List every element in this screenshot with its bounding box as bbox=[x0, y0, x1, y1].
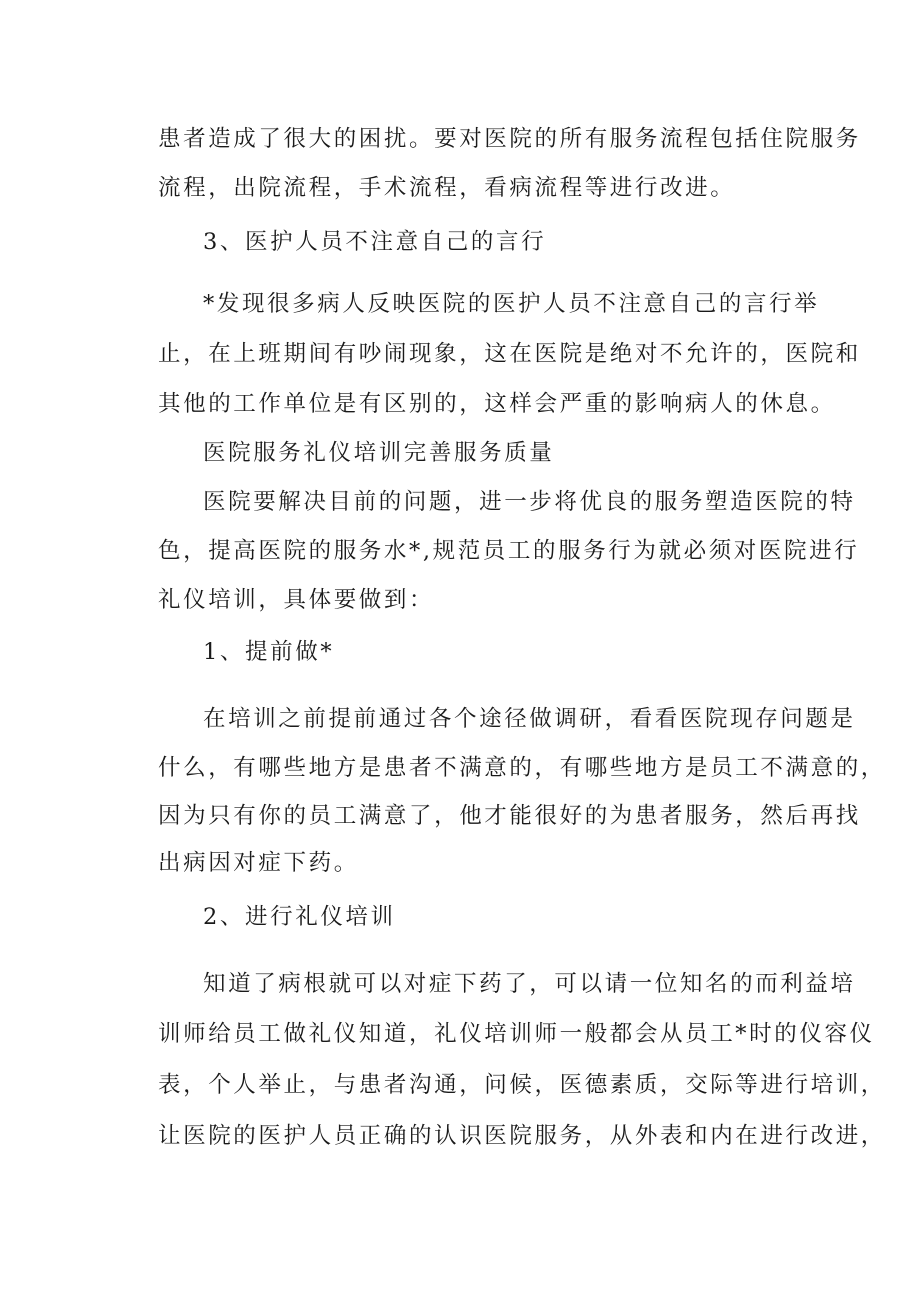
text-line: 训师给员工做礼仪知道，礼仪培训师一般都会从员工*时的仪容仪 bbox=[158, 1021, 875, 1047]
text-line: 止，在上班期间有吵闹现象，这在医院是绝对不允许的，医院和 bbox=[158, 341, 861, 367]
section-heading: 1、提前做* bbox=[203, 639, 335, 665]
text-line: 表，个人举止，与患者沟通，问候，医德素质，交际等进行培训， bbox=[158, 1072, 886, 1098]
section-heading: 医院服务礼仪培训完善服务质量 bbox=[203, 440, 555, 466]
text-line: 让医院的医护人员正确的认识医院服务，从外表和内在进行改进， bbox=[158, 1123, 886, 1149]
text-line: 流程，出院流程，手术流程，看病流程等进行改进。 bbox=[158, 175, 736, 201]
text-line: 其他的工作单位是有区别的，这样会严重的影响病人的休息。 bbox=[158, 391, 836, 417]
text-line: 色，提高医院的服务水*,规范员工的服务行为就必须对医院进行 bbox=[158, 538, 860, 564]
text-line: 知道了病根就可以对症下药了，可以请一位知名的而利益培 bbox=[203, 971, 856, 997]
text-line: 因为只有你的员工满意了，他才能很好的为患者服务，然后再找 bbox=[158, 803, 861, 829]
text-line: 医院要解决目前的问题，进一步将优良的服务塑造医院的特 bbox=[203, 489, 856, 515]
text-line: 出病因对症下药。 bbox=[158, 850, 359, 876]
text-line: *发现很多病人反映医院的医护人员不注意自己的言行举 bbox=[203, 291, 820, 317]
text-line: 患者造成了很大的困扰。要对医院的所有服务流程包括住院服务 bbox=[158, 126, 861, 152]
text-line: 什么，有哪些地方是患者不满意的，有哪些地方是员工不满意的， bbox=[158, 755, 886, 781]
section-heading: 2、进行礼仪培训 bbox=[203, 904, 396, 930]
section-heading: 3、医护人员不注意自己的言行 bbox=[203, 229, 547, 255]
text-line: 礼仪培训，具体要做到： bbox=[158, 587, 435, 613]
text-line: 在培训之前提前通过各个途径做调研，看看医院现存问题是 bbox=[203, 706, 856, 732]
